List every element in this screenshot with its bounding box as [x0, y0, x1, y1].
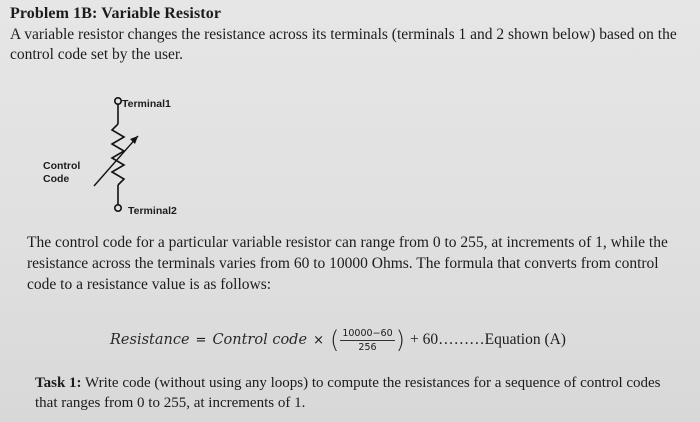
equation-times: × — [313, 332, 324, 348]
equation-fraction — [340, 328, 394, 353]
control-code-label-line2: Code — [43, 173, 70, 185]
equation-a — [110, 320, 566, 360]
description-paragraph: The control code for a particular variable resistor can range from 0 to 255, at increments of 1, while the resistance across the terminals varies from 60 to 10000 Ohms. The formula that converts from control code to a resistance value is as follows: — [27, 234, 668, 293]
terminal-2-label: Terminal2 — [128, 205, 177, 217]
equation-equals: = — [195, 332, 207, 348]
task-1 — [35, 373, 675, 413]
variable-resistor-diagram — [30, 90, 250, 220]
equation-tail: + 60………Equation (A) — [410, 331, 566, 348]
control-code-label — [43, 160, 80, 186]
task-text: Write code (without using any loops) to compute the resistances for a sequence of control codes that ranges from 0 to 255, at increments of 1. — [35, 375, 661, 411]
problem-title: Problem 1B: Variable Resistor — [10, 5, 222, 22]
fraction-numerator: 10000−60 — [342, 327, 393, 339]
control-code-label-line1: Control — [43, 160, 81, 172]
left-paren: ( — [329, 326, 340, 354]
right-paren: ) — [395, 326, 405, 354]
intro-paragraph: A variable resistor changes the resistance across its terminals (terminals 1 and 2 shown below) based on the control code set by the user. — [10, 26, 677, 63]
fraction-denominator: 256 — [358, 341, 377, 353]
equation-lhs: Resistance — [110, 332, 190, 348]
equation-control-code: Control code — [212, 332, 308, 348]
task-label: Task 1: — [35, 375, 82, 391]
terminal-1-label: Terminal1 — [122, 98, 171, 110]
